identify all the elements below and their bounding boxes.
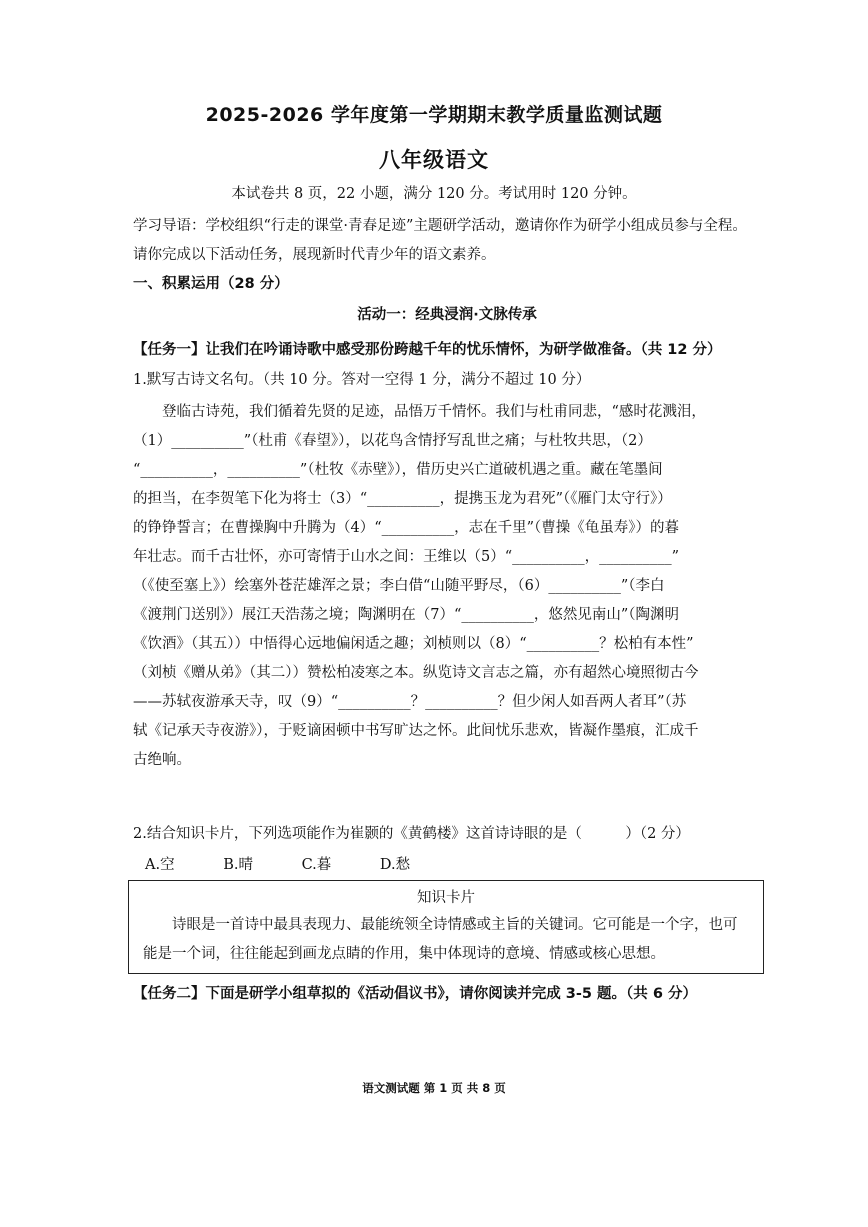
q2-option-b: B.晴 [223, 857, 253, 873]
q1-line: 古绝响。 [133, 752, 191, 768]
q1-line: （1）__________”（杜甫《春望》），以花鸟含情抒写乱世之痛；与杜牧共思，（2） [133, 433, 652, 449]
q1-line: 登临古诗苑，我们循着先贤的足迹，品悟万千情怀。我们与杜甫同悲，“感时花溅泪， [162, 404, 706, 420]
q1-line: （《使至塞上》）绘塞外苍茫雄浑之景；李白借“山随平野尽，（6）__________”（李白 [133, 578, 665, 594]
q1-line: 轼《记承天寺夜游》），于贬谪困顿中书写旷达之怀。此间忧乐悲欢，皆凝作墨痕，汇成千 [133, 723, 699, 739]
q1-line: （刘桢《赠从弟》（其二））赞松柏凌寒之本。纵览诗文言志之篇，亦有超然心境照彻古今 [133, 665, 699, 681]
knowledge-card-title: 知识卡片 [417, 890, 475, 906]
q2-option-c: C.暮 [301, 857, 332, 873]
q2-option-d: D.愁 [379, 857, 411, 873]
q1-line: 的铮铮誓言；在曹操胸中升腾为（4）“__________，志在千里”（曹操《龟虽寿》）的暮 [133, 520, 680, 536]
exam-subtitle: 八年级语文 [379, 148, 489, 172]
q2-option-a: A.空 [145, 857, 175, 873]
q1-line: 年壮志。而千古壮怀，亦可寄情于山水之间：王维以（5）“__________，__________” [133, 549, 680, 565]
q1-line: 的担当，在李贺笔下化为将士（3）“__________，提携玉龙为君死”（《雁门太守行》） [133, 491, 672, 507]
section-heading: 一、积累运用（28 分） [133, 276, 289, 292]
exam-info: 本试卷共 8 页，22 小题，满分 120 分。考试用时 120 分钟。 [231, 186, 637, 202]
q2-options [133, 853, 442, 874]
knowledge-card [128, 880, 764, 974]
q2-title: 2.结合知识卡片，下列选项能作为崔颢的《黄鹤楼》这首诗诗眼的是（ ）（2 分） [133, 826, 690, 842]
q1-line: “__________，__________”（杜牧《赤壁》），借历史兴亡道破机遇之重。藏在笔墨间 [133, 462, 663, 478]
q1-line: ——苏轼夜游承天寺，叹（9）“__________？__________？但少闲人如吾两人者耳”（苏 [133, 694, 687, 710]
q1-line: 《渡荆门送别》）展江天浩荡之境；陶渊明在（7）“__________，悠然见南山”（陶渊明 [133, 607, 680, 623]
q1-passage [133, 398, 761, 775]
knowledge-card-body: 诗眼是一首诗中最具表现力、最能统领全诗情感或主旨的关键词。它可能是一个字，也可能是一个词，往往能起到画龙点睛的作用，集中体现诗的意境、情感或核心思想。 [143, 917, 738, 962]
study-guide: 学习导语：学校组织“行走的课堂·青春足迹”主题研学活动，邀请你作为研学小组成员参与全程。请你完成以下活动任务，展现新时代青少年的语文素养。 [133, 218, 747, 263]
page-footer: 语文测试题 第 1 页 共 8 页 [362, 1081, 506, 1095]
exam-title: 2025-2026 学年度第一学期期末教学质量监测试题 [205, 104, 663, 126]
q1-title: 1.默写古诗文名句。（共 10 分。答对一空得 1 分，满分不超过 10 分） [133, 372, 591, 388]
activity-heading: 活动一：经典浸润·文脉传承 [357, 307, 537, 323]
task2-heading: 【任务二】下面是研学小组草拟的《活动倡议书》，请你阅读并完成 3-5 题。（共 6 分） [133, 986, 697, 1002]
task1-heading: 【任务一】让我们在吟诵诗歌中感受那份跨越千年的忧乐情怀，为研学做准备。（共 12 分） [133, 342, 722, 358]
q1-line: 《饮酒》（其五））中悟得心远地偏闲适之趣；刘桢则以（8）“__________？松柏有本性” [133, 636, 694, 652]
